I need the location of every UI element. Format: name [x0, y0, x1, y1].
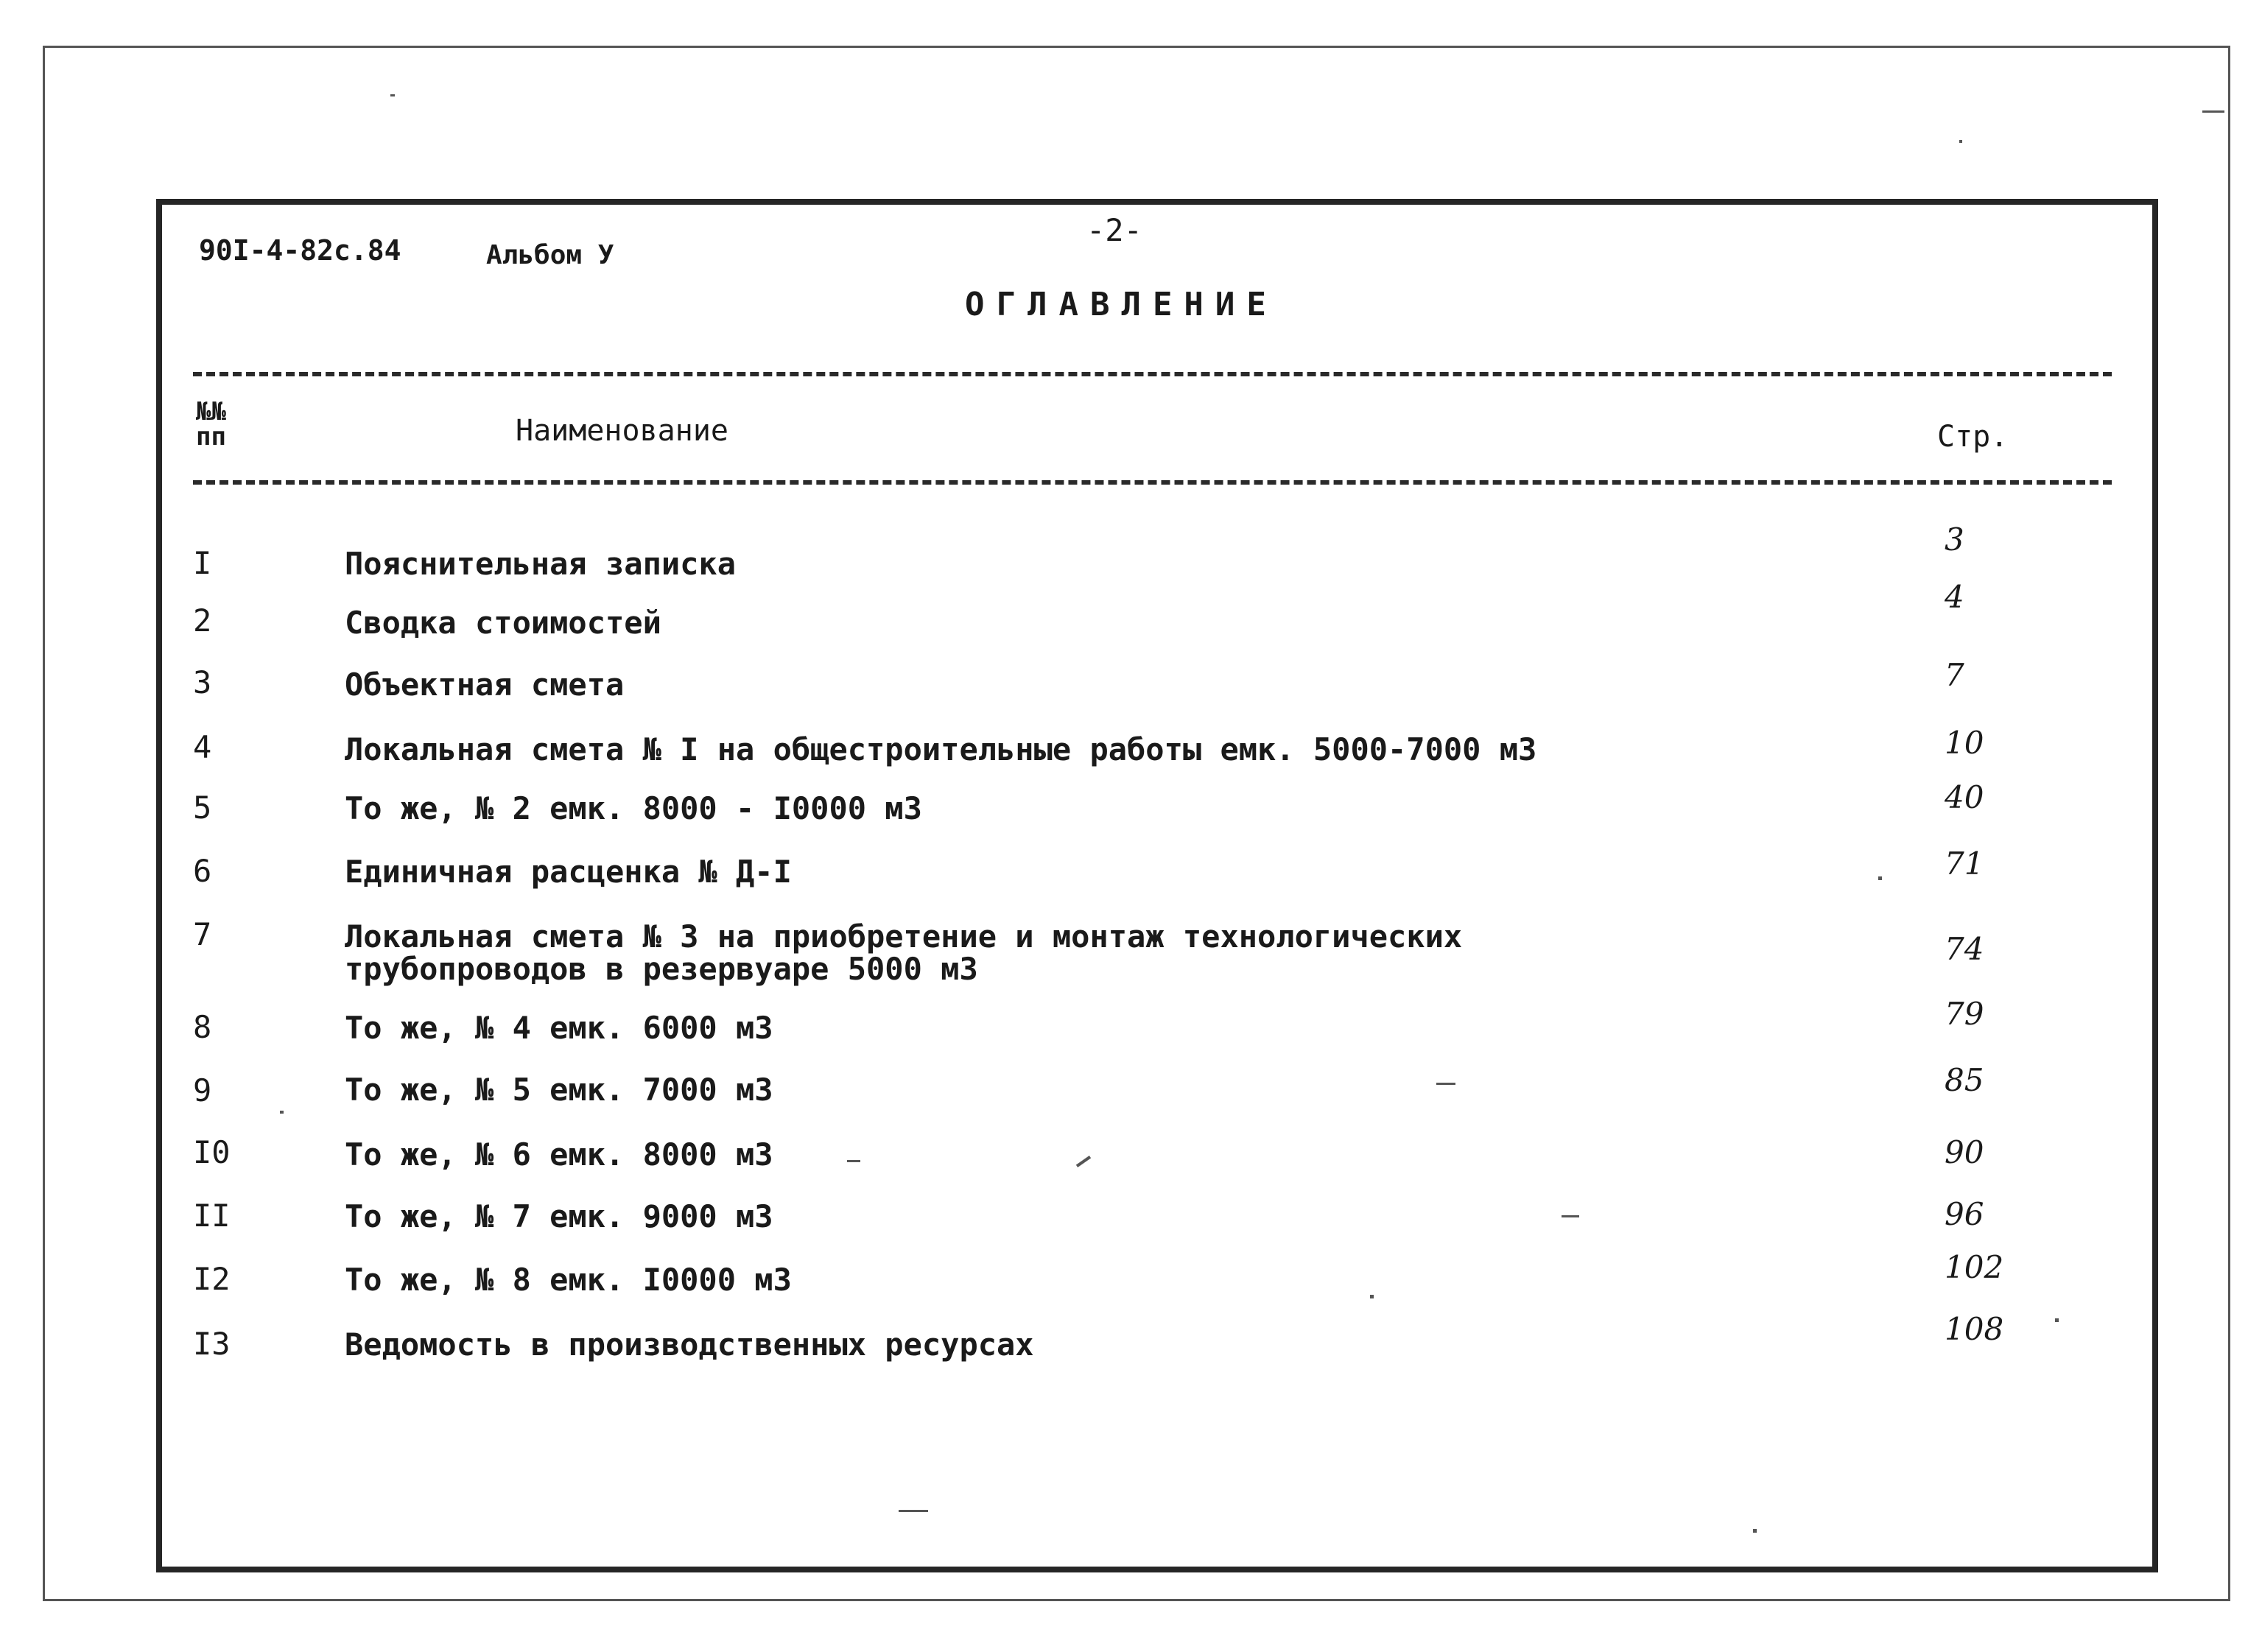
row-number: 3: [193, 664, 212, 700]
row-number: 4: [193, 729, 212, 765]
scan-speck: [2202, 110, 2224, 113]
row-title: То же, № 6 емк. 8000 м3: [345, 1136, 773, 1173]
row-title: То же, № 2 емк. 8000 - I0000 м3: [345, 790, 922, 826]
row-number: I0: [193, 1134, 231, 1170]
column-header-number-text: №№ пп: [196, 397, 226, 451]
row-page: 90: [1945, 1134, 1984, 1170]
row-number: I2: [193, 1261, 231, 1297]
row-page: 7: [1945, 657, 1964, 693]
scan-speck: [1436, 1083, 1455, 1085]
row-title: Пояснительная записка: [345, 546, 737, 582]
row-title: Объектная смета: [345, 667, 625, 703]
document-title: ОГЛАВЛЕНИЕ: [965, 286, 1278, 323]
row-page: 96: [1945, 1196, 1984, 1232]
row-number: 6: [193, 853, 212, 889]
row-title: Локальная смета № I на общестроительные работы емк. 5000-7000 м3: [345, 731, 1537, 767]
scan-speck: [899, 1510, 928, 1512]
header-divider-bottom: [193, 480, 2112, 485]
row-page: 102: [1945, 1249, 2004, 1285]
row-page: 71: [1945, 846, 1984, 882]
row-page: 79: [1945, 996, 1984, 1032]
row-page: 3: [1945, 521, 1964, 558]
column-header-number: [196, 399, 226, 449]
header-divider-top: [193, 372, 2112, 376]
row-number: I: [193, 545, 212, 581]
row-title: То же, № 7 емк. 9000 м3: [345, 1198, 773, 1234]
row-number: 2: [193, 602, 212, 639]
row-page: 85: [1945, 1062, 1984, 1098]
scan-speck: [390, 94, 395, 96]
row-number: 9: [193, 1072, 212, 1108]
scan-speck: [1878, 876, 1882, 880]
row-title: Единичная расценка № Д-I: [345, 854, 792, 890]
row-title: Ведомость в производственных ресурсах: [345, 1326, 1034, 1363]
document-code: 90I-4-82с.84: [199, 234, 401, 267]
scan-speck: [1370, 1295, 1374, 1298]
scan-speck: [847, 1160, 860, 1162]
row-number: 5: [193, 790, 212, 826]
column-header-name: Наименование: [516, 414, 728, 448]
row-number: II: [193, 1198, 231, 1234]
page-number: -2-: [1086, 212, 1142, 248]
row-page: 10: [1945, 725, 1984, 761]
row-title: Сводка стоимостей: [345, 605, 661, 641]
row-number: I3: [193, 1326, 231, 1362]
scan-speck: [1959, 140, 1962, 143]
row-page: 108: [1945, 1311, 2004, 1347]
row-title: То же, № 4 емк. 6000 м3: [345, 1010, 773, 1046]
scan-speck: [2055, 1318, 2059, 1322]
scan-speck: [1562, 1215, 1579, 1217]
row-number: 7: [193, 916, 212, 952]
scan-speck: [280, 1111, 284, 1114]
column-header-page: Стр.: [1937, 420, 2009, 454]
row-page: 74: [1945, 931, 1984, 967]
row-title: Локальная смета № 3 на приобретение и монтаж технологических трубопроводов в резервуаре 5000 м3: [345, 918, 1463, 987]
scan-speck: [1753, 1529, 1757, 1533]
row-number: 8: [193, 1009, 212, 1045]
row-page: 40: [1945, 779, 1984, 815]
row-title: То же, № 8 емк. I0000 м3: [345, 1262, 792, 1298]
row-page: 4: [1945, 579, 1964, 615]
album-label: Альбом У: [486, 240, 614, 270]
row-title: То же, № 5 емк. 7000 м3: [345, 1072, 773, 1108]
